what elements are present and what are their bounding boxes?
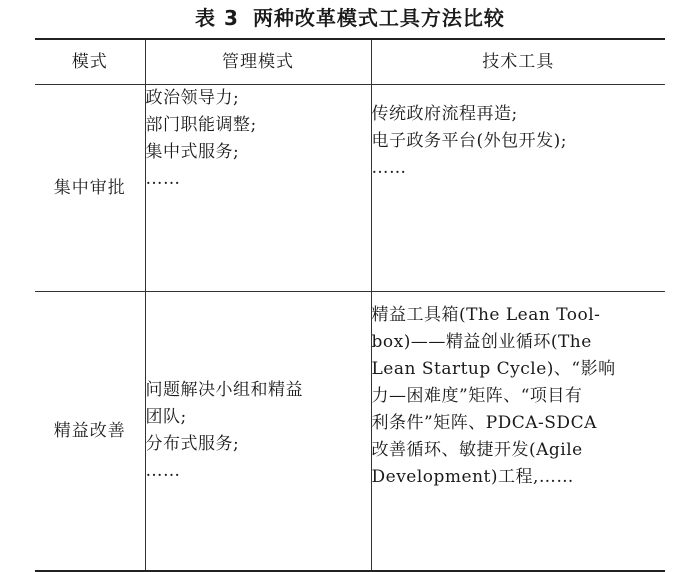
- tools-line: Development)工程,……: [371, 467, 574, 487]
- tools-line: 改善循环、敏捷开发(Agile: [371, 440, 583, 460]
- management-line: 部门职能调整;: [145, 115, 257, 135]
- header-mode: 模式: [35, 39, 145, 85]
- comparison-table: [35, 38, 665, 572]
- table-row: [35, 292, 665, 572]
- tools-line: 精益工具箱(The Lean Tool-: [371, 305, 601, 325]
- tools-line: 利条件”矩阵、PDCA-SDCA: [371, 413, 597, 433]
- table-row: [35, 85, 665, 292]
- tools-cell: [371, 292, 665, 572]
- tools-line: Lean Startup Cycle)、“影响: [371, 359, 616, 379]
- table-number: 表 3: [195, 6, 239, 30]
- header-row: [35, 39, 665, 85]
- mode-cell: 集中审批: [35, 85, 145, 292]
- tools-line: ……: [371, 158, 407, 178]
- tools-line: box)——精益创业循环(The: [371, 332, 592, 352]
- header-management: 管理模式: [145, 39, 371, 85]
- mode-cell: 精益改善: [35, 292, 145, 572]
- table-title: 两种改革模式工具方法比较: [252, 6, 505, 30]
- management-line: 团队;: [145, 407, 187, 427]
- management-line: ……: [145, 461, 181, 481]
- tools-cell: [371, 85, 665, 292]
- management-cell: [145, 292, 371, 572]
- tools-line: 传统政府流程再造;: [371, 104, 518, 124]
- management-line: 问题解决小组和精益: [145, 380, 303, 400]
- management-line: 分布式服务;: [145, 434, 240, 454]
- management-cell: [145, 85, 371, 292]
- management-line: ……: [145, 169, 181, 189]
- management-line: 集中式服务;: [145, 142, 240, 162]
- header-tools: 技术工具: [371, 39, 665, 85]
- table-caption: [0, 6, 700, 30]
- tools-line: 力—困难度”矩阵、“项目有: [371, 386, 583, 406]
- tools-line: 电子政务平台(外包开发);: [371, 131, 567, 151]
- management-line: 政治领导力;: [145, 88, 240, 108]
